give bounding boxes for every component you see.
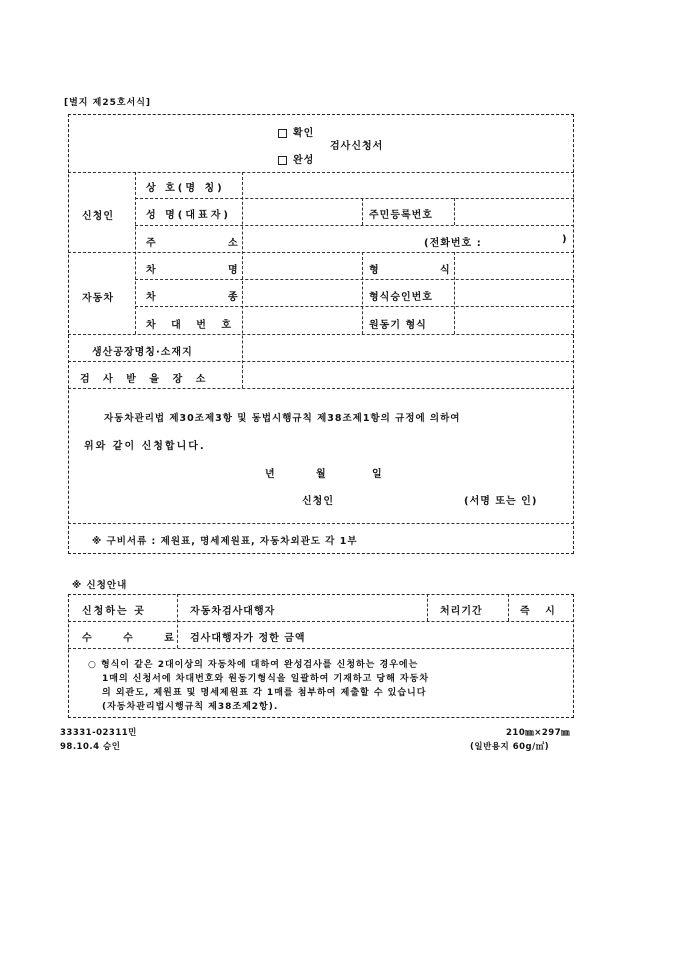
date-month: 월	[316, 469, 327, 480]
company-name-field[interactable]	[244, 174, 572, 196]
car-type-label-left: 차	[146, 292, 157, 303]
type-approval-field[interactable]	[456, 281, 572, 303]
guide-title: ※ 신청안내	[72, 580, 128, 591]
resident-no-field[interactable]	[456, 200, 572, 222]
chassis-no-label: 차 대 번 호	[146, 320, 238, 331]
fee-value: 검사대행자가 정한 금액	[190, 633, 306, 644]
company-name-label: 상 호(명 칭)	[146, 183, 225, 194]
fee-label: 수 수 료	[82, 633, 188, 644]
statement-line2: 위와 같이 신청합니다.	[84, 441, 206, 452]
model-label-right: 식	[440, 265, 451, 276]
submit-to-label: 신청하는 곳	[82, 606, 146, 617]
footer-code: 33331-02311민	[60, 728, 137, 738]
date-year: 년	[265, 469, 276, 480]
statement-line1: 자동차관리법 제30조제3항 및 동법시행규칙 제38조제1항의 규정에 의하여	[104, 413, 461, 424]
engine-type-label: 원동기 형식	[369, 320, 427, 331]
inspection-place-label: 검 사 받 을 장 소	[80, 374, 211, 385]
option-confirm[interactable]: 확인	[278, 124, 314, 139]
phone-label: (전화번호 :	[424, 238, 482, 249]
vehicle-section-label: 자동차	[82, 293, 114, 304]
footer-size: 210㎜×297㎜	[506, 728, 571, 738]
phone-close: )	[562, 234, 568, 245]
note-line3: 의 외관도, 제원표 및 명세제원표 각 1매를 첨부하여 제출할 수 있습니다	[102, 688, 427, 698]
submit-to-value: 자동차검사대행자	[190, 606, 276, 617]
factory-label: 생산공장명칭·소재지	[92, 347, 193, 358]
car-name-field[interactable]	[244, 254, 360, 276]
address-field[interactable]	[244, 227, 420, 249]
note-line2: 1매의 신청서에 차대번호와 원동기형식을 일괄하여 기재하고 당해 자동차	[102, 674, 430, 684]
attachments-note: ※ 구비서류 : 제원표, 명세제원표, 자동차외관도 각 1부	[92, 536, 358, 547]
car-type-field[interactable]	[244, 281, 360, 303]
processing-label: 처리기간	[440, 606, 483, 617]
signature-field[interactable]	[350, 486, 450, 506]
phone-field[interactable]	[500, 227, 560, 249]
footer-paper: (일반용지 60g/㎡)	[470, 742, 550, 752]
checkbox-complete[interactable]	[278, 156, 287, 165]
note-line4: (자동차관리법시행규칙 제38조제2항).	[102, 702, 279, 712]
form-title: 검사신청서	[330, 141, 384, 152]
footer-approval: 98.10.4 승인	[60, 742, 121, 752]
form-number: [별지 제25호서식]	[64, 98, 152, 108]
representative-label: 성 명(대표자)	[146, 210, 231, 221]
car-name-label-right: 명	[228, 265, 239, 276]
checkbox-confirm[interactable]	[278, 129, 287, 138]
date-day: 일	[372, 469, 383, 480]
engine-type-field[interactable]	[456, 308, 572, 332]
car-type-label-right: 종	[228, 292, 239, 303]
model-field[interactable]	[456, 254, 572, 276]
sign-note: (서명 또는 인)	[464, 496, 538, 507]
address-label-left: 주	[146, 238, 157, 249]
processing-value: 즉 시	[520, 606, 561, 617]
applicant-sign-label: 신청인	[302, 496, 334, 507]
car-name-label-left: 차	[146, 265, 157, 276]
factory-field[interactable]	[244, 336, 572, 359]
option-complete[interactable]: 완성	[278, 151, 314, 166]
model-label-left: 형	[369, 265, 380, 276]
type-approval-label: 형식승인번호	[369, 292, 433, 303]
representative-field[interactable]	[244, 200, 360, 222]
chassis-no-field[interactable]	[244, 308, 360, 332]
address-label-right: 소	[228, 238, 239, 249]
inspection-place-field[interactable]	[244, 363, 572, 386]
applicant-section-label: 신청인	[82, 211, 114, 222]
resident-no-label: 주민등록번호	[369, 210, 433, 221]
note-line1: ○ 형식이 같은 2대이상의 자동차에 대하여 완성검사를 신청하는 경우에는	[88, 660, 419, 670]
